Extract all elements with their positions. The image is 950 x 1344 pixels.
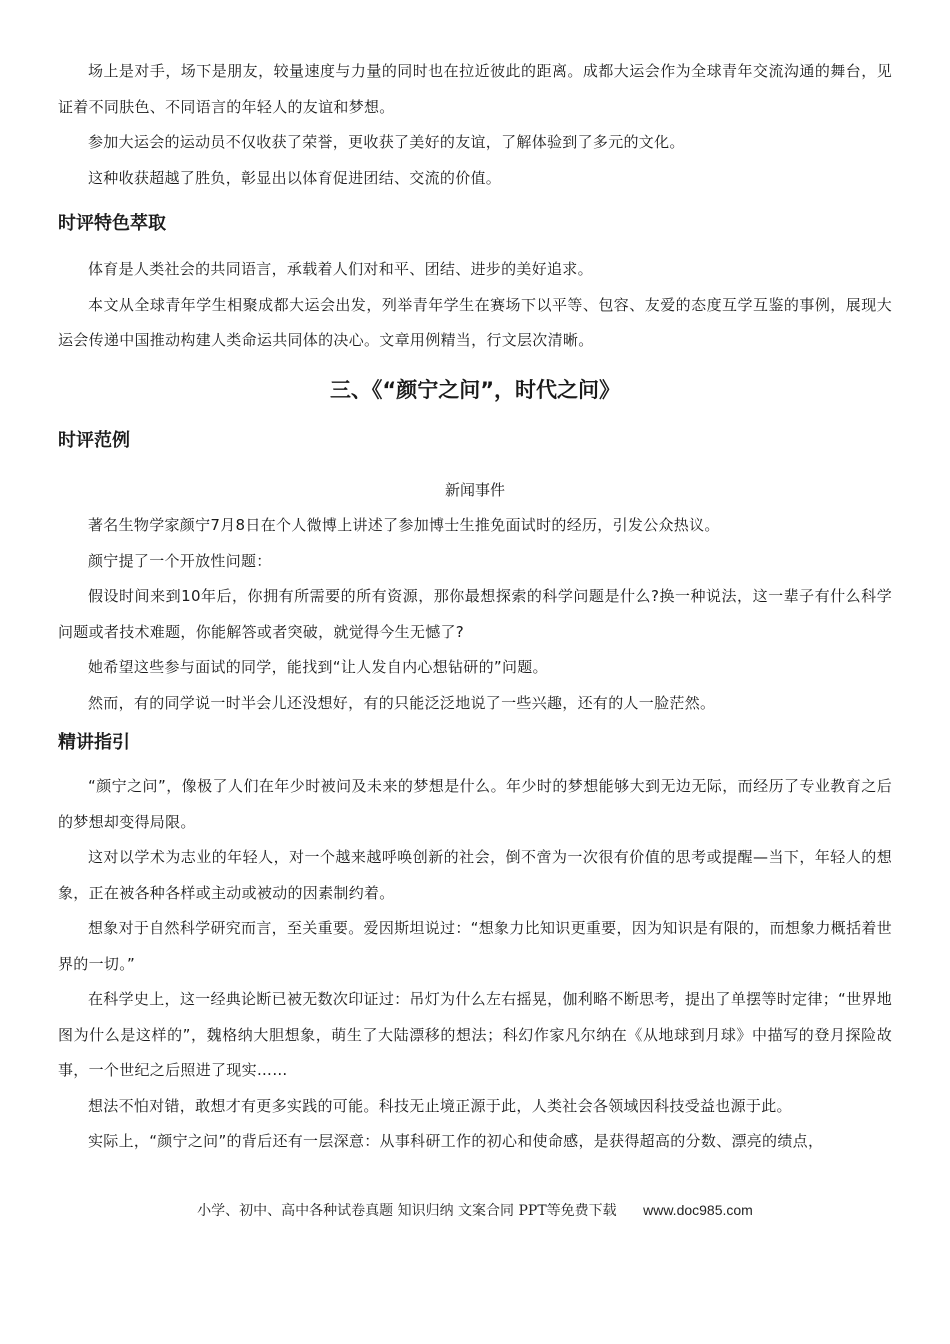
guide-paragraph-5: 想法不怕对错，敢想才有更多实践的可能。科技无止境正源于此，人类社会各领域因科技受益也源于此。 [88, 1096, 792, 1115]
intro-paragraph-2: 参加大运会的运动员不仅收获了荣誉，更收获了美好的友谊，了解体验到了多元的文化。 [88, 133, 685, 151]
news-paragraph-4: 她希望这些参与面试的同学，能找到“让人发自内心想钻研的”问题。 [88, 658, 548, 676]
example-heading: 时评范例 [58, 429, 130, 451]
document-page [58, 54, 892, 1160]
guide-paragraph-1: “颜宁之问”，像极了人们在年少时被问及未来的梦想是什么。年少时的梦想能够大到无边无际，而经历了专业教育之后的梦想却变得局限。 [58, 777, 892, 831]
feature-paragraph-2: 本文从全球青年学生相聚成都大运会出发，列举青年学生在赛场下以平等、包容、友爱的态度互学互鉴的事例，展现大运会传递中国推动构建人类命运共同体的决心。文章用例精当，行文层次清晰。 [58, 295, 892, 349]
guide-paragraph-3: 想象对于自然科学研究而言，至关重要。爱因斯坦说过：“想象力比知识更重要，因为知识是有限的，而想象力概括着世界的一切。” [58, 919, 892, 973]
news-paragraph-5: 然而，有的同学说一时半会儿还没想好，有的只能泛泛地说了一些兴趣，还有的人一脸茫然。 [88, 693, 716, 712]
guide-heading: 精讲指引 [58, 732, 130, 753]
news-title: 新闻事件 [444, 480, 505, 499]
page-footer [0, 1200, 950, 1220]
section-title: 三、《“颜宁之问”，时代之问》 [329, 377, 621, 402]
guide-paragraph-2: 这对以学术为志业的年轻人，对一个越来越呼唤创新的社会，倒不啻为一次很有价值的思考或提醒—当下，年轻人的想象，正在被各种各样或主动或被动的因素制约着。 [58, 848, 892, 902]
news-paragraph-2: 颜宁提了一个开放性问题： [88, 551, 272, 570]
intro-paragraph-1: 场上是对手，场下是朋友，较量速度与力量的同时也在拉近彼此的距离。成都大运会作为全球青年交流沟通的舞台，见证着不同肤色、不同语言的年轻人的友谊和梦想。 [58, 62, 892, 116]
news-paragraph-3: 假设时间来到10年后，你拥有所需要的所有资源，那你最想探索的科学问题是什么?换一种说法，这一辈子有什么科学问题或者技术难题，你能解答或者突破，就觉得今生无憾了? [58, 587, 892, 641]
news-paragraph-1: 著名生物学家颜宁7月8日在个人微博上讲述了参加博士生推免面试时的经历，引发公众热议。 [88, 516, 720, 534]
guide-paragraph-6: 实际上，“颜宁之问”的背后还有一层深意：从事科研工作的初心和使命感，是获得超高的分数、漂亮的绩点， [88, 1132, 824, 1150]
feature-paragraph-1: 体育是人类社会的共同语言，承载着人们对和平、团结、进步的美好追求。 [88, 260, 593, 278]
footer-text: 小学、初中、高中各种试卷真题 知识归纳 文案合同 PPT等免费下载 [197, 1203, 617, 1219]
footer-url[interactable]: www.doc985.com [643, 1202, 753, 1218]
feature-heading: 时评特色萃取 [58, 213, 166, 234]
guide-paragraph-4: 在科学史上，这一经典论断已被无数次印证过：吊灯为什么左右摇晃，伽利略不断思考，提出了单摆等时定律；“世界地图为什么是这样的”，魏格纳大胆想象，萌生了大陆漂移的想法；科幻作家凡尔纳在《从地球到月球》中描写的登月探险故事，一个世纪之后照进了现实…… [58, 990, 892, 1079]
intro-paragraph-3: 这种收获超越了胜负，彰显出以体育促进团结、交流的价值。 [88, 168, 502, 187]
